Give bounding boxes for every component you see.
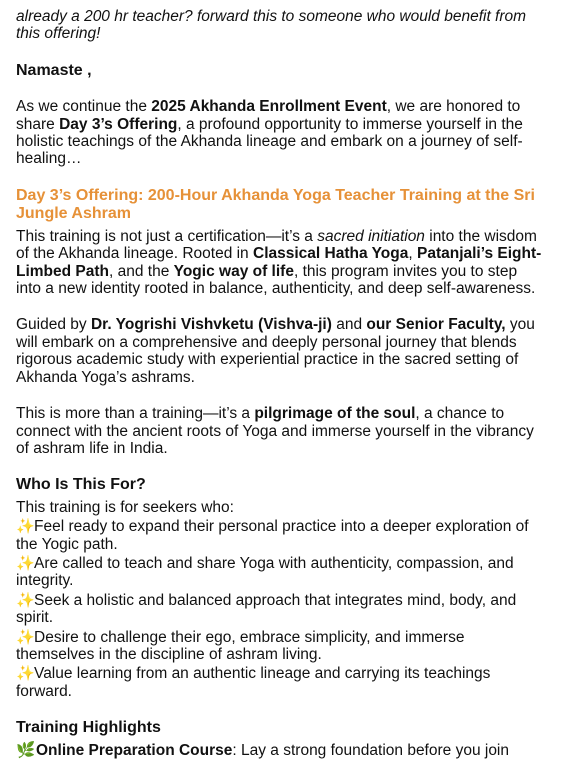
guided-paragraph: Guided by Dr. Yogrishi Vishvketu (Vishva-ji) and our Senior Faculty, you will embark on a comprehensive and deeply personal journey that blends rigorous academic study with experiential practice in the sacred setting of Akhanda Yoga’s ashrams. bbox=[16, 316, 535, 386]
forward-note: already a 200 hr teacher? forward this to someone who would benefit from this offering! bbox=[16, 8, 527, 43]
leaf-icon: 🌿 bbox=[16, 741, 36, 759]
sparkles-icon: ✨ bbox=[16, 628, 35, 646]
pilgrimage-paragraph: This is more than a training—it’s a pilgrimage of the soul, a chance to connect with the ancient roots of Yoga and immerse yourself in the vibrancy of ashram life in India. bbox=[16, 405, 534, 457]
sparkles-icon: ✨ bbox=[16, 665, 35, 683]
sparkles-icon: ✨ bbox=[16, 591, 35, 609]
list-item: ✨Feel ready to expand their personal practice into a deeper exploration of the Yogic path. bbox=[16, 518, 529, 553]
list-item: ✨Are called to teach and share Yoga with authenticity, compassion, and integrity. bbox=[16, 554, 514, 590]
greeting: Namaste , bbox=[16, 61, 92, 79]
sparkles-icon: ✨ bbox=[16, 518, 35, 536]
sparkles-icon: ✨ bbox=[16, 554, 35, 572]
who-lead: This training is for seekers who: bbox=[16, 498, 234, 516]
opening-paragraph: As we continue the 2025 Akhanda Enrollment Event, we are honored to share Day 3’s Offering, a profound opportunity to immerse yourself in the holistic teachings of the Akhanda lineage and embark on a journey of self-healing… bbox=[16, 98, 523, 168]
highlight-item: 🌿Online Preparation Course: Lay a strong foundation before you join bbox=[16, 741, 509, 759]
training-description: This training is not just a certification—it’s a sacred initiation into the wisdom of the Akhanda lineage. Rooted in Classical Hatha Yoga, Patanjali’s Eight-Limbed Path, and the Yogic way of life, this program invites you to step into a new identity rooted in balance, authenticity, and deep self-awareness. bbox=[16, 227, 542, 298]
list-item: ✨Seek a holistic and balanced approach that integrates mind, body, and spirit. bbox=[16, 591, 517, 627]
list-item: ✨Desire to challenge their ego, embrace simplicity, and immerse themselves in the discipline of ashram living. bbox=[16, 628, 465, 663]
highlights-heading: Training Highlights bbox=[16, 719, 161, 737]
list-item: ✨Value learning from an authentic lineage and carrying its teachings forward. bbox=[16, 665, 491, 700]
email-body bbox=[16, 8, 546, 759]
offering-title: Day 3’s Offering: 200-Hour Akhanda Yoga Teacher Training at the Sri Jungle Ashram bbox=[16, 186, 535, 222]
who-heading: Who Is This For? bbox=[16, 476, 146, 494]
who-list bbox=[16, 518, 546, 700]
